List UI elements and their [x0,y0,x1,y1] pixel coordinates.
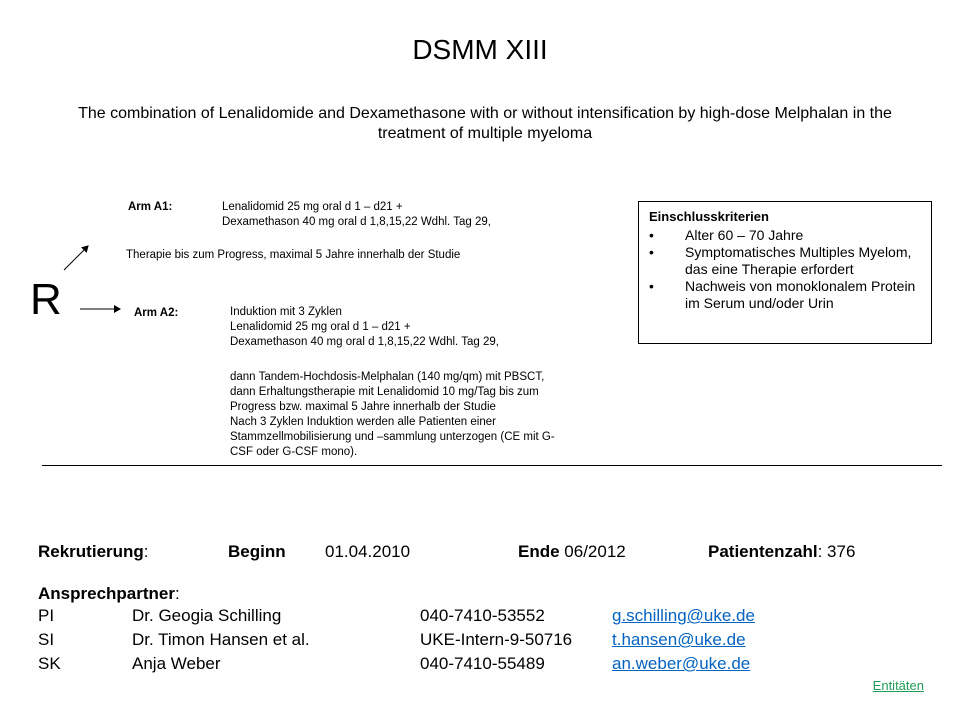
page-title: DSMM XIII [412,34,548,65]
criteria-item-text: Nachweis von monoklonalem Protein im Serum und/oder Urin [685,278,916,311]
end-label: Ende [518,542,560,561]
patients-value: : 376 [817,542,856,561]
begin-value: 01.04.2010 [325,542,411,561]
bullet-icon: • [649,227,654,243]
study-subtitle: The combination of Lenalidomide and Dexamethasone with or without intensification by high-dose Melphalan in the treatment of multiple myeloma [78,105,892,142]
arm-a1-therapy: Therapie bis zum Progress, maximal 5 Jahre innerhalb der Studie [126,249,461,261]
criteria-item-text: Alter 60 – 70 Jahre [685,227,804,243]
patients-label: Patientenzahl [708,542,818,561]
contact-phone: UKE-Intern-9-50716 [420,630,573,649]
end-field [518,542,626,562]
contact-phone: 040-7410-55489 [420,654,545,673]
bullet-icon: • [649,278,654,294]
criteria-item [649,227,921,244]
contact-role: SK [38,654,61,673]
inclusion-criteria-box [638,201,932,344]
end-value: 06/2012 [564,542,626,561]
entitaeten-link[interactable]: Entitäten [872,678,924,693]
arm-a2-line: Induktion mit 3 Zyklen [230,306,342,318]
criteria-heading: Einschlusskriterien [649,209,769,224]
arm-a2-line: CSF oder G-CSF mono). [230,446,358,458]
contact-email-link[interactable]: t.hansen@uke.de [612,630,746,649]
recruitment-label: Rekrutierung: [38,542,149,561]
arm-a1-line: Lenalidomid 25 mg oral d 1 – d21 + [222,201,403,213]
contact-email-link[interactable]: an.weber@uke.de [612,654,751,673]
criteria-item [649,278,921,312]
arrow-up-icon [64,246,88,270]
arm-a2-line: Lenalidomid 25 mg oral d 1 – d21 + [230,321,411,333]
contact-name: Dr. Geogia Schilling [132,606,282,625]
randomization-label: R [30,275,62,324]
arm-a2-label: Arm A2: [134,307,179,319]
arm-a2-line: Dexamethason 40 mg oral d 1,8,15,22 Wdhl. Tag 29, [230,336,499,348]
arm-a2-line: Stammzellmobilisierung und –sammlung unterzogen (CE mit G- [230,431,555,443]
contact-role: PI [38,606,55,625]
arm-a2-line: dann Tandem-Hochdosis-Melphalan (140 mg/qm) mit PBSCT, [230,371,545,383]
contact-name: Dr. Timon Hansen et al. [132,630,310,649]
criteria-item [649,244,921,278]
divider [42,465,942,466]
contact-name: Anja Weber [132,654,221,673]
contact-email-link[interactable]: g.schilling@uke.de [612,606,755,625]
bullet-icon: • [649,244,654,260]
arm-a2-text [230,305,555,460]
arm-a1-line: Dexamethason 40 mg oral d 1,8,15,22 Wdhl. Tag 29, [222,216,491,228]
contacts-heading: Ansprechpartner: [38,584,180,603]
arm-a2-line: Nach 3 Zyklen Induktion werden alle Patienten einer [230,416,496,428]
contact-phone: 040-7410-53552 [420,606,545,625]
patients-field [708,542,855,562]
arm-a1-label: Arm A1: [128,201,173,213]
arm-a2-line [230,350,555,370]
arrow-icons [60,240,130,320]
begin-label: Beginn [228,542,286,561]
arm-a2-line: Progress bzw. maximal 5 Jahre innerhalb der Studie [230,401,496,413]
contact-role: SI [38,630,55,649]
arm-a2-line: dann Erhaltungstherapie mit Lenalidomid 10 mg/Tag bis zum [230,386,539,398]
criteria-item-text: Symptomatisches Multiples Myelom, das eine Therapie erfordert [685,244,912,277]
